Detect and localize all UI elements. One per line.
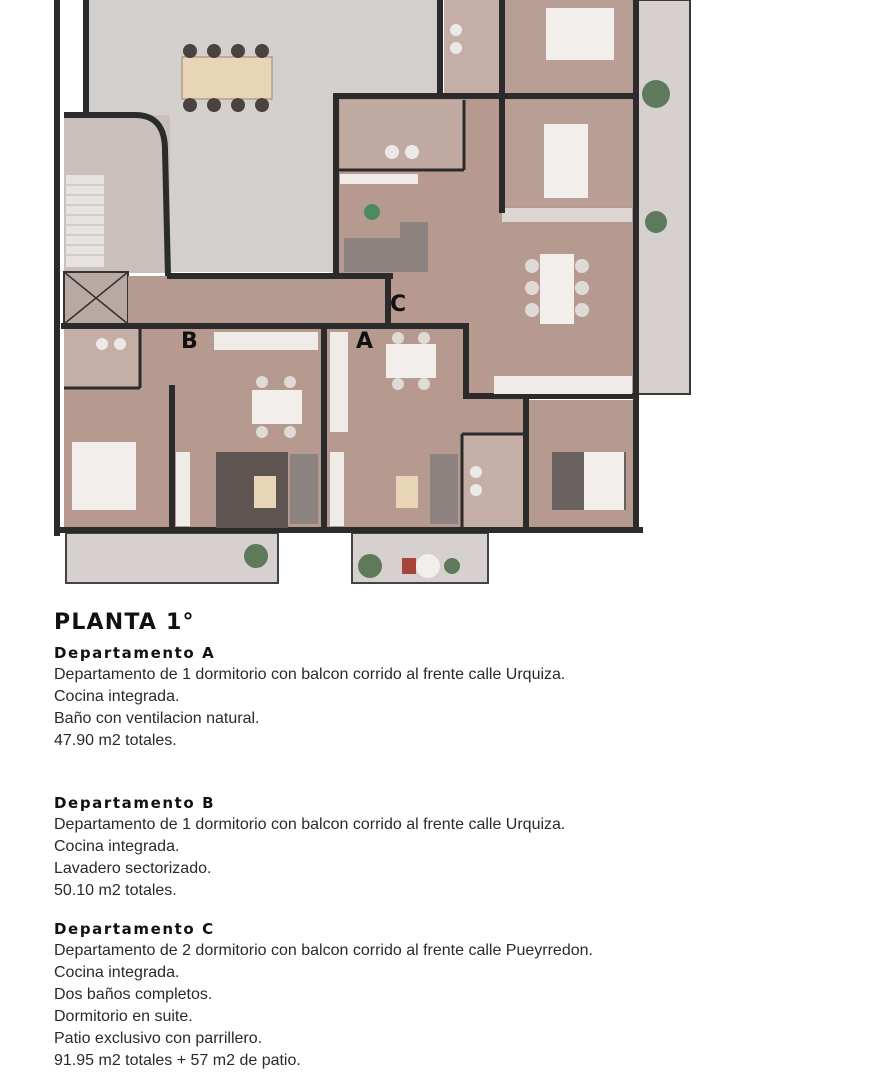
apartment-detail: Cocina integrada. bbox=[54, 964, 180, 981]
coffee-table-a bbox=[396, 476, 418, 508]
dining-table-b bbox=[252, 390, 302, 424]
apartment-heading: Departamento A bbox=[54, 644, 216, 662]
side-terrace bbox=[636, 0, 690, 394]
apt-c-bath bbox=[340, 100, 464, 170]
apartment-area: 47.90 m2 totales. bbox=[54, 732, 177, 749]
unit-label-b: B bbox=[181, 329, 198, 354]
apartment-c bbox=[54, 918, 854, 1072]
dining-table-a bbox=[386, 344, 436, 378]
level-title: PLANTA 1° bbox=[54, 610, 195, 635]
apartment-b bbox=[54, 792, 854, 902]
apartment-a bbox=[54, 642, 854, 752]
sofa-b bbox=[290, 454, 318, 524]
kitchen-counter-b bbox=[214, 332, 318, 350]
apartment-heading: Departamento B bbox=[54, 794, 216, 812]
unit-label-c: C bbox=[390, 292, 407, 317]
apartment-detail: Dos baños completos. bbox=[54, 986, 213, 1003]
apartment-detail: Lavadero sectorizado. bbox=[54, 860, 212, 877]
description-area bbox=[54, 608, 854, 1072]
patio-table bbox=[182, 57, 272, 99]
apt-a-bath bbox=[462, 434, 526, 530]
apartment-detail: Baño con ventilacion natural. bbox=[54, 710, 260, 727]
rug-b bbox=[216, 452, 288, 528]
bed-b bbox=[72, 442, 136, 510]
apartment-area: 50.10 m2 totales. bbox=[54, 882, 177, 899]
apartment-detail: Departamento de 1 dormitorio con balcon corrido al frente calle Urquiza. bbox=[54, 666, 566, 683]
bed-middle bbox=[544, 124, 588, 198]
apartment-detail: Departamento de 2 dormitorio con balcon corrido al frente calle Pueyrredon. bbox=[54, 942, 593, 959]
closet-strip bbox=[502, 208, 632, 222]
apartment-detail: Cocina integrada. bbox=[54, 838, 180, 855]
apartment-detail: Patio exclusivo con parrillero. bbox=[54, 1030, 263, 1047]
apt-b-bath bbox=[64, 328, 140, 388]
dining-table-c bbox=[540, 254, 574, 324]
apartment-detail: Cocina integrada. bbox=[54, 688, 180, 705]
apartment-detail: Dormitorio en suite. bbox=[54, 1008, 193, 1025]
kitchen-counter-c bbox=[494, 376, 632, 394]
stair-steps bbox=[66, 175, 104, 267]
sofa-a bbox=[430, 454, 458, 524]
apartment-heading: Departamento C bbox=[54, 920, 215, 938]
apartment-area: 91.95 m2 totales + 57 m2 de patio. bbox=[54, 1052, 301, 1069]
apartment-detail: Departamento de 1 dormitorio con balcon corrido al frente calle Urquiza. bbox=[54, 816, 566, 833]
kitchen-counter-a bbox=[330, 332, 348, 432]
armchair-c bbox=[400, 222, 428, 272]
bed-top bbox=[546, 8, 614, 60]
unit-label-a: A bbox=[356, 329, 374, 354]
